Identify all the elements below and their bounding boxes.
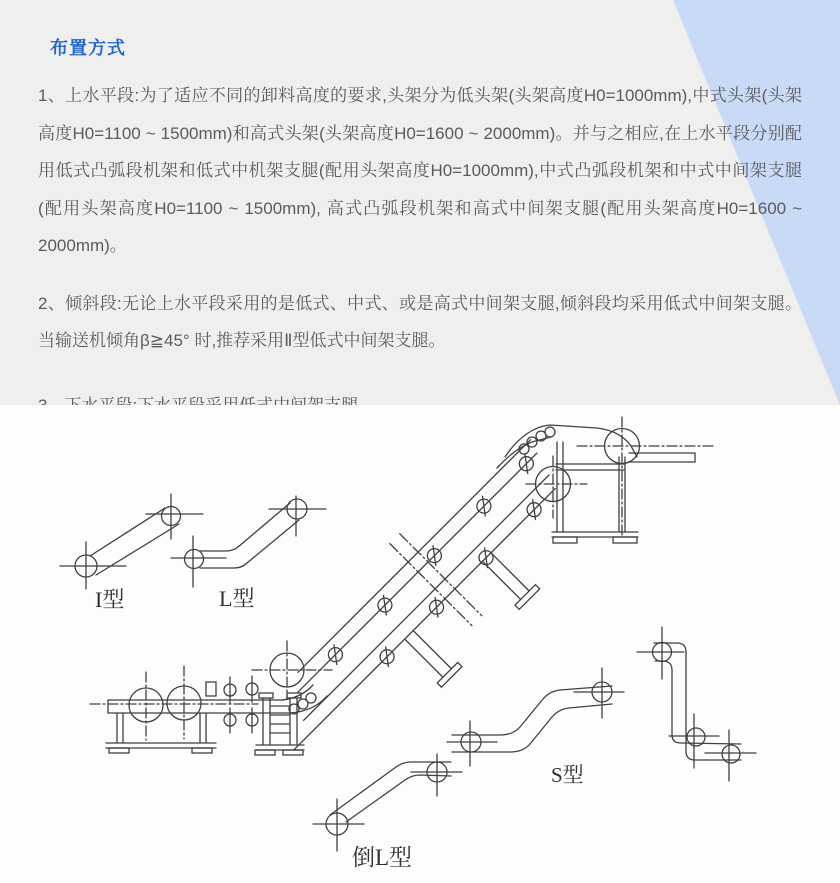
diagram-canvas [0,405,840,883]
label-type-i: I型 [95,587,125,612]
paragraph-inclined: 2、倾斜段:无论上水平段采用的是低式、中式、或是高式中间架支腿,倾斜段均采用低式中间架支腿。当输送机倾角β≧45° 时,推荐采用Ⅱ型低式中间架支腿。 [38,293,802,350]
tail-section [90,641,332,755]
vertical-z-schematic [637,627,756,781]
type-l-schematic [171,496,326,587]
label-type-s: S型 [551,763,584,787]
type-i-schematic [60,494,203,589]
text-section [0,0,840,405]
incline-support-legs [399,546,540,687]
body-text [38,77,802,424]
break-lines [390,534,482,626]
label-type-l: L型 [219,586,255,611]
main-conveyor-drawing [90,417,714,793]
head-section [497,417,714,543]
type-s-schematic [447,668,624,766]
incline-rollers [325,453,564,692]
layout-diagram [0,405,840,883]
page-title: 布置方式 [50,38,126,58]
paragraph-upper-horizontal: 1、上水平段:为了适应不同的卸料高度的要求,头架分为低头架(头架高度H0=1000mm),中式头架(头架高度H0=1100 ~ 1500mm)和高式头架(头架高度H0=1600 ~ 2000mm)。并与之相应,在上水平段分别配用低式凸弧段机架和低式中机架支腿(配用头架高度H0=1000mm),中式凸弧段机架和中式中间架支腿(配用头架高度H0=1100 ~ 1500mm), 高式凸弧段机架和高式中间架支腿(配用头架高度H0=1600 ~ 2000mm)。 [38,86,802,255]
label-type-inverted-l: 倒L型 [352,845,413,870]
type-inverted-l-schematic [313,754,462,851]
